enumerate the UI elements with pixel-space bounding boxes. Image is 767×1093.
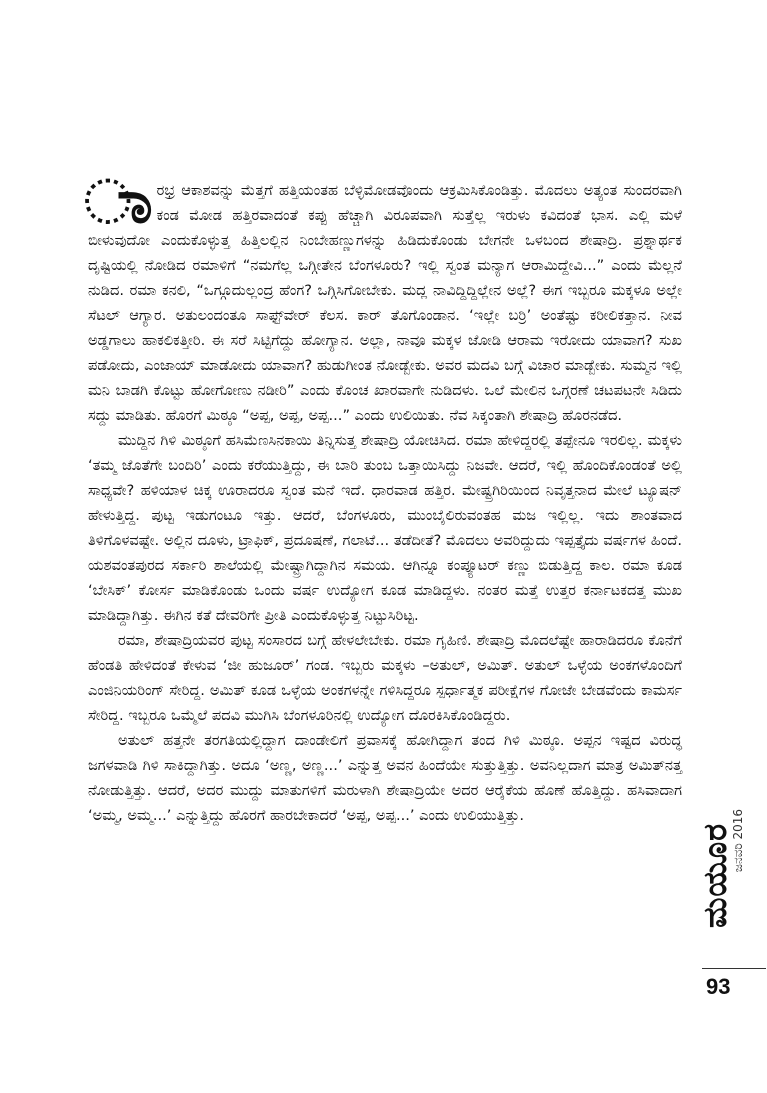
article-paragraph-2: ಮುದ್ದಿನ ಗಿಳಿ ಮಿಠ್ಠೂಗೆ ಹಸಿಮೆಣಸಿನಕಾಯಿ ತಿನ್ನಿಸುತ್ತ ಶೇಷಾದ್ರಿ ಯೋಚಿಸಿದ. ರಮಾ ಹೇಳಿದ್ದರಲ್ಲಿ ತಪ್ಪೇನೂ ಇರಲಿಲ್ಲ. ಮಕ್ಕಳು ‘ತಮ್ಮ ಜೊತೆಗೇ ಬಂದಿರಿ’ ಎಂದು ಕರೆಯುತ್ತಿದ್ದು, ಈ ಬಾರಿ ತುಂಬ ಒತ್ತಾಯಿಸಿದ್ದು ನಿಜವೇ. ಆದರೆ, ಇಲ್ಲಿ ಹೊಂದಿಕೊಂಡಂತೆ ಅಲ್ಲಿ ಸಾಧ್ಯವೇ? ಹಳಿಯಾಳ ಚಿಕ್ಕ ಊರಾದರೂ ಸ್ವಂತ ಮನೆ ಇದೆ. ಧಾರವಾಡ ಹತ್ತಿರ. ಮೇಷ್ಟ್ರಗಿರಿಯಿಂದ ನಿವೃತ್ತನಾದ ಮೇಲೆ ಟ್ಯೂಷನ್ ಹೇಳುತ್ತಿದ್ದ. ಪುಟ್ಟ ಇಡುಗಂಟೂ ಇತ್ತು. ಆದರೆ, ಬೆಂಗಳೂರು, ಮುಂಬೈಲಿರುವಂತಹ ಮಜ ಇಲ್ಲಿಲ್ಲ. ಇದು ಶಾಂತವಾದ ತಿಳಿಗೊಳವಷ್ಟೇ. ಅಲ್ಲಿನ ದೂಳು, ಟ್ರಾಫಿಕ್, ಪ್ರದೂಷಣೆ, ಗಲಾಟೆ... ತಡೆದೀತೆ? ಮೊದಲು ಅವರಿದ್ದುದು ಇಪ್ಪತ್ತೈದು ವರ್ಷಗಳ ಹಿಂದೆ. ಯಶವಂತಪುರದ ಸರ್ಕಾರಿ ಶಾಲೆಯಲ್ಲಿ ಮೇಷ್ಟ್ರಾಗಿದ್ದಾಗಿನ ಸಮಯ. ಆಗಿನ್ನೂ ಕಂಪ್ಯೂಟರ್ ಕಣ್ಣು ಬಿಡುತ್ತಿದ್ದ ಕಾಲ. ರಮಾ ಕೂಡ ‘ಬೇಸಿಕ್’ ಕೋರ್ಸ ಮಾಡಿಕೊಂಡು ಒಂದು ವರ್ಷ ಉದ್ಯೋಗ ಕೂಡ ಮಾಡಿದ್ದಳು. ನಂತರ ಮತ್ತೆ ಉತ್ತರ ಕರ್ನಾಟಕದತ್ತ ಮುಖ ಮಾಡಿದ್ದಾಗಿತ್ತು. ಈಗಿನ ಕತೆ ದೇವರಿಗೇ ಪ್ರೀತಿ ಎಂದುಕೊಳ್ಳುತ್ತ ನಿಟ್ಟುಸಿರಿಟ್ಟ. [88, 432, 682, 624]
article-body [84, 167, 682, 828]
issue-date [728, 788, 750, 893]
drop-cap: ಾ [84, 167, 153, 237]
sidebar-divider [702, 968, 766, 969]
article-paragraph-3: ರಮಾ, ಶೇಷಾದ್ರಿಯವರ ಪುಟ್ಟ ಸಂಸಾರದ ಬಗ್ಗೆ ಹೇಳಲೇಬೇಕು. ರಮಾ ಗೃಹಿಣಿ. ಶೇಷಾದ್ರಿ ಮೊದಲೆಷ್ಟೇ ಹಾರಾಡಿದರೂ ಕೊನೆಗೆ ಹೆಂಡತಿ ಹೇಳಿದಂತೆ ಕೇಳುವ ‘ಜೀ ಹುಜೂರ್’ ಗಂಡ. ಇಬ್ಬರು ಮಕ್ಕಳು –ಅತುಲ್, ಅಮಿತ್. ಅತುಲ್ ಒಳ್ಳೆಯ ಅಂಕಗಳೊಂದಿಗೆ ಎಂಜಿನಿಯರಿಂಗ್ ಸೇರಿದ್ದ. ಅಮಿತ್ ಕೂಡ ಒಳ್ಳೆಯ ಅಂಕಗಳನ್ನೇ ಗಳಿಸಿದ್ದರೂ ಸ್ಪರ್ಧಾತ್ಮಕ ಪರೀಕ್ಷೆಗಳ ಗೋಜೇ ಬೇಡವೆಂದು ಕಾಮರ್ಸ ಸೇರಿದ್ದ. ಇಬ್ಬರೂ ಒಮ್ಮೆಲೆ ಪದವಿ ಮುಗಿಸಿ ಬೆಂಗಳೂರಿನಲ್ಲಿ ಉದ್ಯೋಗ ದೊರಕಿಸಿಕೊಂಡಿದ್ದರು. [88, 632, 682, 724]
magazine-masthead [696, 788, 735, 963]
issue-date-text: ಜನವರಿ 2016 [731, 808, 746, 873]
article-paragraph-1 [84, 167, 682, 428]
page-number: 93 [706, 974, 731, 999]
article-paragraph-1-text: ರಭ್ರ ಆಕಾಶವನ್ನು ಮೆತ್ತಗೆ ಹತ್ತಿಯಂತಹ ಬೆಳ್ಳಿಮೋಡವೊಂದು ಆಕ್ರಮಿಸಿಕೊಂಡಿತ್ತು. ಮೊದಲು ಅತ್ಯಂತ ಸುಂದರವಾಗಿ ಕಂಡ ಮೋಡ ಹತ್ತಿರವಾದಂತೆ ಕಪ್ಪು ಹೆಚ್ಚಾಗಿ ವಿರೂಪವಾಗಿ ಸುತ್ತೆಲ್ಲ ಇರುಳು ಕವಿದಂತೆ ಭಾಸ. ಎಲ್ಲಿ ಮಳೆ ಬೀಳುವುದೋ ಎಂದುಕೊಳ್ಳುತ್ತ ಹಿತ್ತಿಲಲ್ಲಿನ ನಿಂಬೇಹಣ್ಣುಗಳನ್ನು ಹಿಡಿದುಕೊಂಡು ಬೇಗನೇ ಒಳಬಂದ ಶೇಷಾದ್ರಿ. ಪ್ರಶ್ನಾರ್ಥಕ ದೃಷ್ಟಿಯಲ್ಲಿ ನೋಡಿದ ರಮಾಳಿಗೆ “ನಮಗೆಲ್ಲ ಒಗ್ಗೀತೇನ ಬೆಂಗಳೂರು? ಇಲ್ಲಿ ಸ್ವಂತ ಮನ್ಯಾಗ ಆರಾಮಿದ್ದೇವಿ...” ಎಂದು ಮೆಲ್ಲನೆ ನುಡಿದ. ರಮಾ ಕನಲಿ, “ಒಗ್ಗೂದುಲ್ಲಂದ್ರ ಹೆಂಗ? ಒಗ್ಗಿಸಿಗೋಬೇಕು. ಮದ್ಲ ನಾವಿದ್ದಿದ್ದಿಲ್ಲೇನ ಅಲ್ಲೆ? ಈಗ ಇಬ್ಬರೂ ಮಕ್ಕಳೂ ಅಲ್ಲೇ ಸೆಟಲ್ ಆಗ್ಯಾರ. ಅತುಲಂದಂತೂ ಸಾಫ್ಟ್‌ವೇರ್ ಕೆಲಸ. ಕಾರ್ ತೊಗೊಂಡಾನ. ‘ಇಲ್ಲೇ ಬರ್ರಿ’ ಅಂತೆಷ್ಟು ಕರೀಲಿಕತ್ತಾನ. ನೀವ ಅಡ್ಡಗಾಲು ಹಾಕಲಿಕತ್ತೀರಿ. ಈ ಸರೆ ಸಿಟ್ಟಿಗೆದ್ದು ಹೋಗ್ಯಾನ. ಅಲ್ಲಾ, ನಾವೂ ಮಕ್ಕಳ ಜೋಡಿ ಆರಾಮ ಇರೋದು ಯಾವಾಗ? ಸುಖ ಪಡೋದು, ಎಂಜಾಯ್ ಮಾಡೋದು ಯಾವಾಗ? ಹುಡುಗೀಂತ ನೋಡ್ಬೇಕು. ಅವರ ಮದವಿ ಬಗ್ಗೆ ವಿಚಾರ ಮಾಡ್ಬೇಕು. ಸುಮ್ಮನ ಇಲ್ಲಿ ಮನಿ ಬಾಡಗಿ ಕೊಟ್ಟು ಹೋಗೋಣು ನಡೀರಿ” ಎಂದು ಕೊಂಚ ಖಾರವಾಗೇ ನುಡಿದಳು. ಒಲೆ ಮೇಲಿನ ಒಗ್ಗರಣೆ ಚಟಪಟನೇ ಸಿಡಿದು ಸದ್ದು ಮಾಡಿತು. ಹೊರಗೆ ಮಿಠ್ಠೂ “ಅಪ್ಪ, ಅಪ್ಪ, ಅಪ್ಪ...” ಎಂದು ಉಲಿಯಿತು. ನೆವ ಸಿಕ್ಕಂತಾಗಿ ಶೇಷಾದ್ರಿ ಹೊರನಡೆದ. [88, 182, 682, 424]
page-sidebar [696, 788, 766, 1088]
masthead-text: ಮಯೂರ [696, 822, 735, 929]
article-paragraph-4: ಅತುಲ್ ಹತ್ತನೇ ತರಗತಿಯಲ್ಲಿದ್ದಾಗ ದಾಂಡೇಲಿಗೆ ಪ್ರವಾಸಕ್ಕೆ ಹೋಗಿದ್ದಾಗ ತಂದ ಗಿಳಿ ಮಿಠ್ಠೂ. ಅಪ್ಪನ ಇಷ್ಟದ ವಿರುದ್ಧ ಜಗಳವಾಡಿ ಗಿಳಿ ಸಾಕಿದ್ದಾಗಿತ್ತು. ಅದೂ ‘ಅಣ್ಣ, ಅಣ್ಣ...’ ಎನ್ನುತ್ತ ಅವನ ಹಿಂದೆಯೇ ಸುತ್ತುತ್ತಿತ್ತು. ಅವನಿಲ್ಲದಾಗ ಮಾತ್ರ ಅಮಿತ್‌ನತ್ತ ನೋಡುತ್ತಿತ್ತು. ಆದರೆ, ಅದರ ಮುದ್ದು ಮಾತುಗಳಿಗೆ ಮರುಳಾಗಿ ಶೇಷಾದ್ರಿಯೇ ಅದರ ಆರೈಕೆಯ ಹೊಣೆ ಹೊತ್ತಿದ್ದು. ಹಸಿವಾದಾಗ ‘ಅಮ್ಮ, ಅಮ್ಮ...’ ಎನ್ನುತ್ತಿದ್ದು ಹೊರಗೆ ಹಾರಬೇಕಾದರೆ ‘ಅಪ್ಪ, ಅಪ್ಪ...’ ಎಂದು ಉಲಿಯುತ್ತಿತ್ತು. [88, 732, 682, 824]
